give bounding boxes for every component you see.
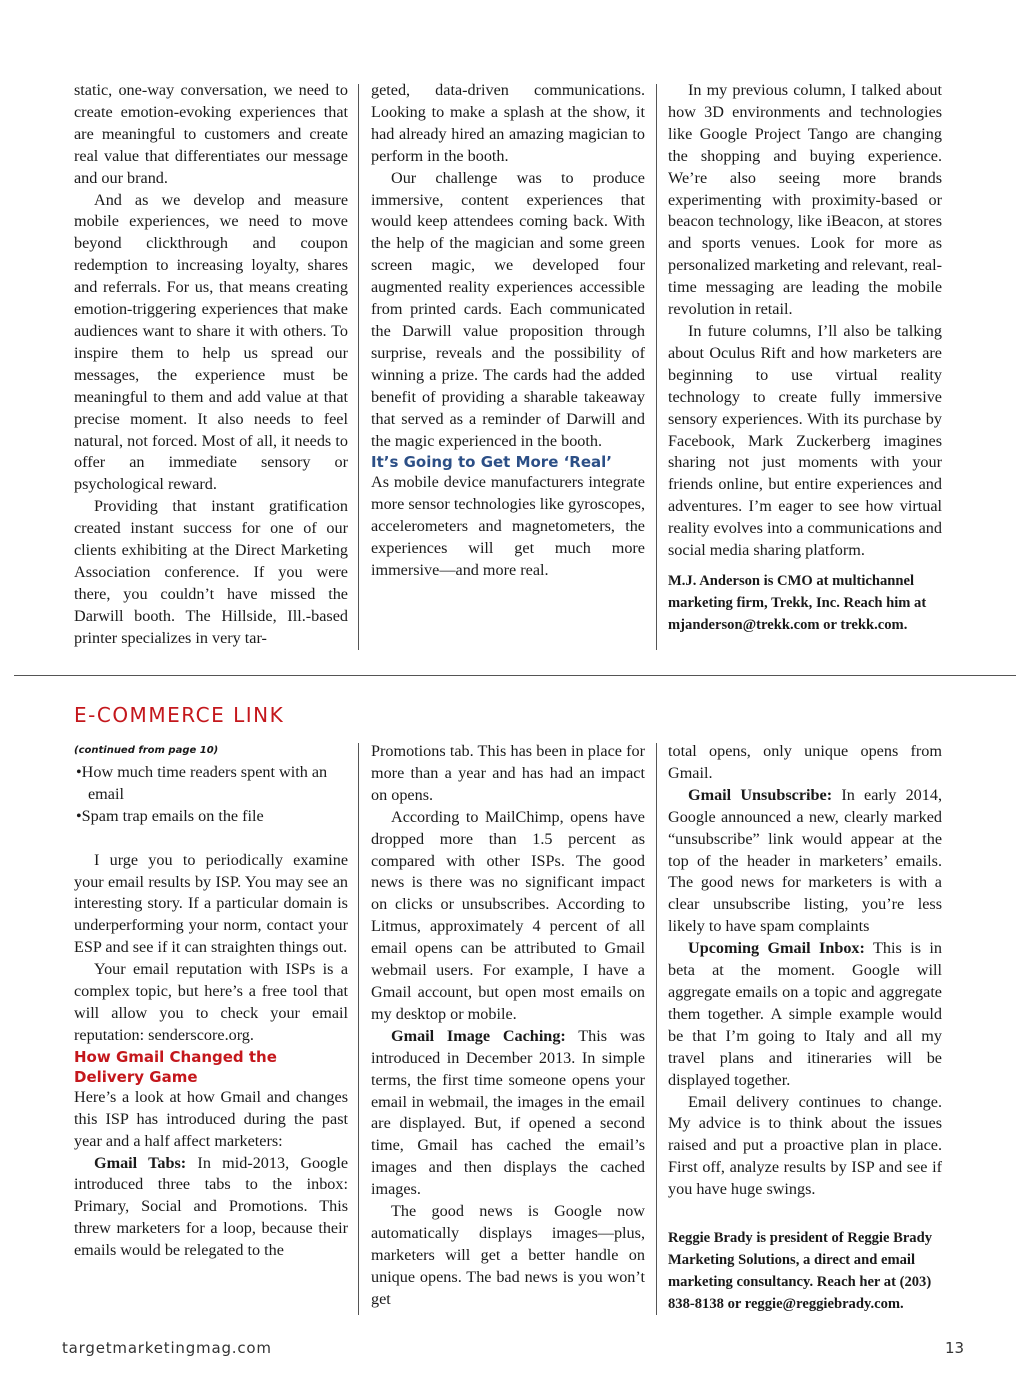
bottom-column-2 [371,741,645,1311]
paragraph: And as we develop and measure mobile experiences, we need to move beyond clickthrough and coupon redemption to increasing loyalty, shares and referrals. For us, that means creating emotion-triggering experiences that make audiences want to share it with others. To inspire them to help us spread our messages, the experience must be meaningful to them and add value at that precise moment. It also needs to feel natural, not forced. Most of all, it needs to offer an immediate sensory or psychological reward. [74,190,348,494]
list-item: • How much time readers spent with an email [74,762,348,806]
paragraph: According to MailChimp, opens have dropped more than 1.5 percent as compared with other ISPs. The good news is there was no significant impact on clicks or unsubscribes. According to Litmus, approximately 4 percent of all email opens can be attributed to Gmail webmail users. For example, I have a Gmail account, but open most emails on my desktop or mobile. [371,807,645,1023]
lead-in: Upcoming Gmail Inbox: [688,939,865,958]
paragraph [668,938,942,1091]
lead-in: Gmail Unsubscribe: [688,785,833,804]
author-bio: M.J. Anderson is CMO at multichannel marketing firm, Trekk, Inc. Reach him at mjanderson@trekk.com or trekk.com. [668,572,927,633]
paragraph: Email delivery continues to change. My advice is to think about the issues raised and put a proactive plan in place. First off, analyze results by ISP and see if you have huge swings. [668,1092,942,1199]
page-number: 13 [945,1339,965,1357]
footer-site-url: targetmarketingmag.com [62,1339,272,1357]
column-divider [358,84,359,650]
top-column-1 [74,80,348,650]
continued-note: (continued from page 10) [74,745,219,756]
paragraph-text: This is in beta at the moment. Google will aggregate emails on a topic and aggregate them together. A simple example would be that I’m going to Italy and all my travel plans and itineraries will be displayed together. [668,939,942,1089]
paragraph [74,1153,348,1263]
author-bio: Reggie Brady is president of Reggie Brady Marketing Solutions, a direct and email marketing consultancy. Reach her at (203) 838-8138 or reggie@reggiebrady.com. [668,1230,933,1313]
paragraph: I urge you to periodically examine your email results by ISP. You may see an interesting story. If a particular domain is underperforming your norm, contact your ESP and see if it can straighten things out. [74,850,348,957]
paragraph: Our challenge was to produce immersive, content experiences that would keep attendees coming back. With the help of the magician and some green screen magic, we developed four augmented reality experiences accessible from printed cards. Each communicated the Darwill value proposition through surprise, reveals and the possibility of winning a prize. The cards had the added benefit of providing a sharable takeaway that served as a reminder of Darwill and the magic experienced in the booth. [371,168,645,450]
paragraph-text: In mid-2013, Google introduced three tabs to the inbox: Primary, Social and Promotions. This threw marketers for a loop, because their emails would be relegated to the [74,1153,349,1260]
section-divider [14,675,1016,676]
paragraph: geted, data-driven communications. Looking to make a splash at the show, it had already hired an amazing magician to perform in the booth. [371,81,645,165]
section-title: E-COMMERCE LINK [74,703,285,727]
top-column-3 [668,80,942,636]
list-item: • Spam trap emails on the file [74,806,348,828]
paragraph: total opens, only unique opens from Gmail. [668,742,942,782]
paragraph: Promotions tab. This has been in place for more than a year and has had an impact on opens. [371,742,645,804]
paragraph-text: In early 2014, Google announced a new, clearly marked “unsubscribe” link would appear at the top of the header in marketers’ emails. The good news for marketers is with a clear unsubscribe listing, you’re less likely to have spam complaints [668,785,942,936]
subhead: How Gmail Changed the Delivery Game [74,1047,277,1086]
paragraph: Providing that instant gratification created instant success for one of our clients exhibiting at the Direct Marketing Association conference. If you were there, you couldn’t have missed the Darwill booth. The Hillside, Ill.-based printer specializes in very tar- [74,497,348,647]
paragraph: As mobile device manufacturers integrate more sensor technologies like gyroscopes, accelerometers and magnetometers, the experiences will get much more immersive—and more real. [371,473,645,580]
lead-in: Gmail Tabs: [94,1153,187,1172]
lead-in: Gmail Image Caching: [391,1026,566,1045]
paragraph [668,785,942,938]
paragraph: Here’s a look at how Gmail and changes this ISP has introduced during the past year and a half affect marketers: [74,1087,348,1150]
paragraph-text: This was introduced in December 2013. In simple terms, the first time someone opens your email in webmail, the images in the email are displayed. But, if opened a second time, Gmail has cached the email’s images and then displays the cached images. [371,1026,645,1199]
bottom-column-3 [668,741,942,1315]
top-column-2 [371,80,645,582]
paragraph: In my previous column, I talked about how 3D environments and technologies like Google Project Tango are changing the shopping and buying experience. We’re also seeing more brands experimenting with proximity-based or beacon technology, like iBeacon, at stores and sports venues. Look for more as personalized marketing and relevant, real-time messaging are leading the mobile revolution in retail. [668,81,942,319]
column-divider [358,743,359,1315]
paragraph: Your email reputation with ISPs is a complex topic, but here’s a free tool that will allow you to check your email reputation: senderscore.org. [74,960,348,1044]
paragraph: In future columns, I’ll also be talking about Oculus Rift and how marketers are beginning to use virtual reality technology to create fully immersive sensory experiences. With its purchase by Facebook, Mark Zuckerberg imagines sharing not just moments with your friends online, but entire experiences and adventures. I’m eager to see how virtual reality evolves into a communications and social media sharing platform. [668,321,942,560]
bullet-list [74,762,348,828]
paragraph: The good news is Google now automatically displays images—plus, marketers will get a better handle on unique opens. The bad news is you won’t get [371,1202,645,1308]
bottom-column-1 [74,740,348,1262]
column-divider [656,84,657,650]
subhead: It’s Going to Get More ‘Real’ [371,453,612,472]
paragraph [371,1026,645,1201]
column-divider [656,743,657,1315]
paragraph: static, one-way conversation, we need to create emotion-evoking experiences that are meaningful to customers and create real value that differentiates our message and our brand. [74,81,348,187]
